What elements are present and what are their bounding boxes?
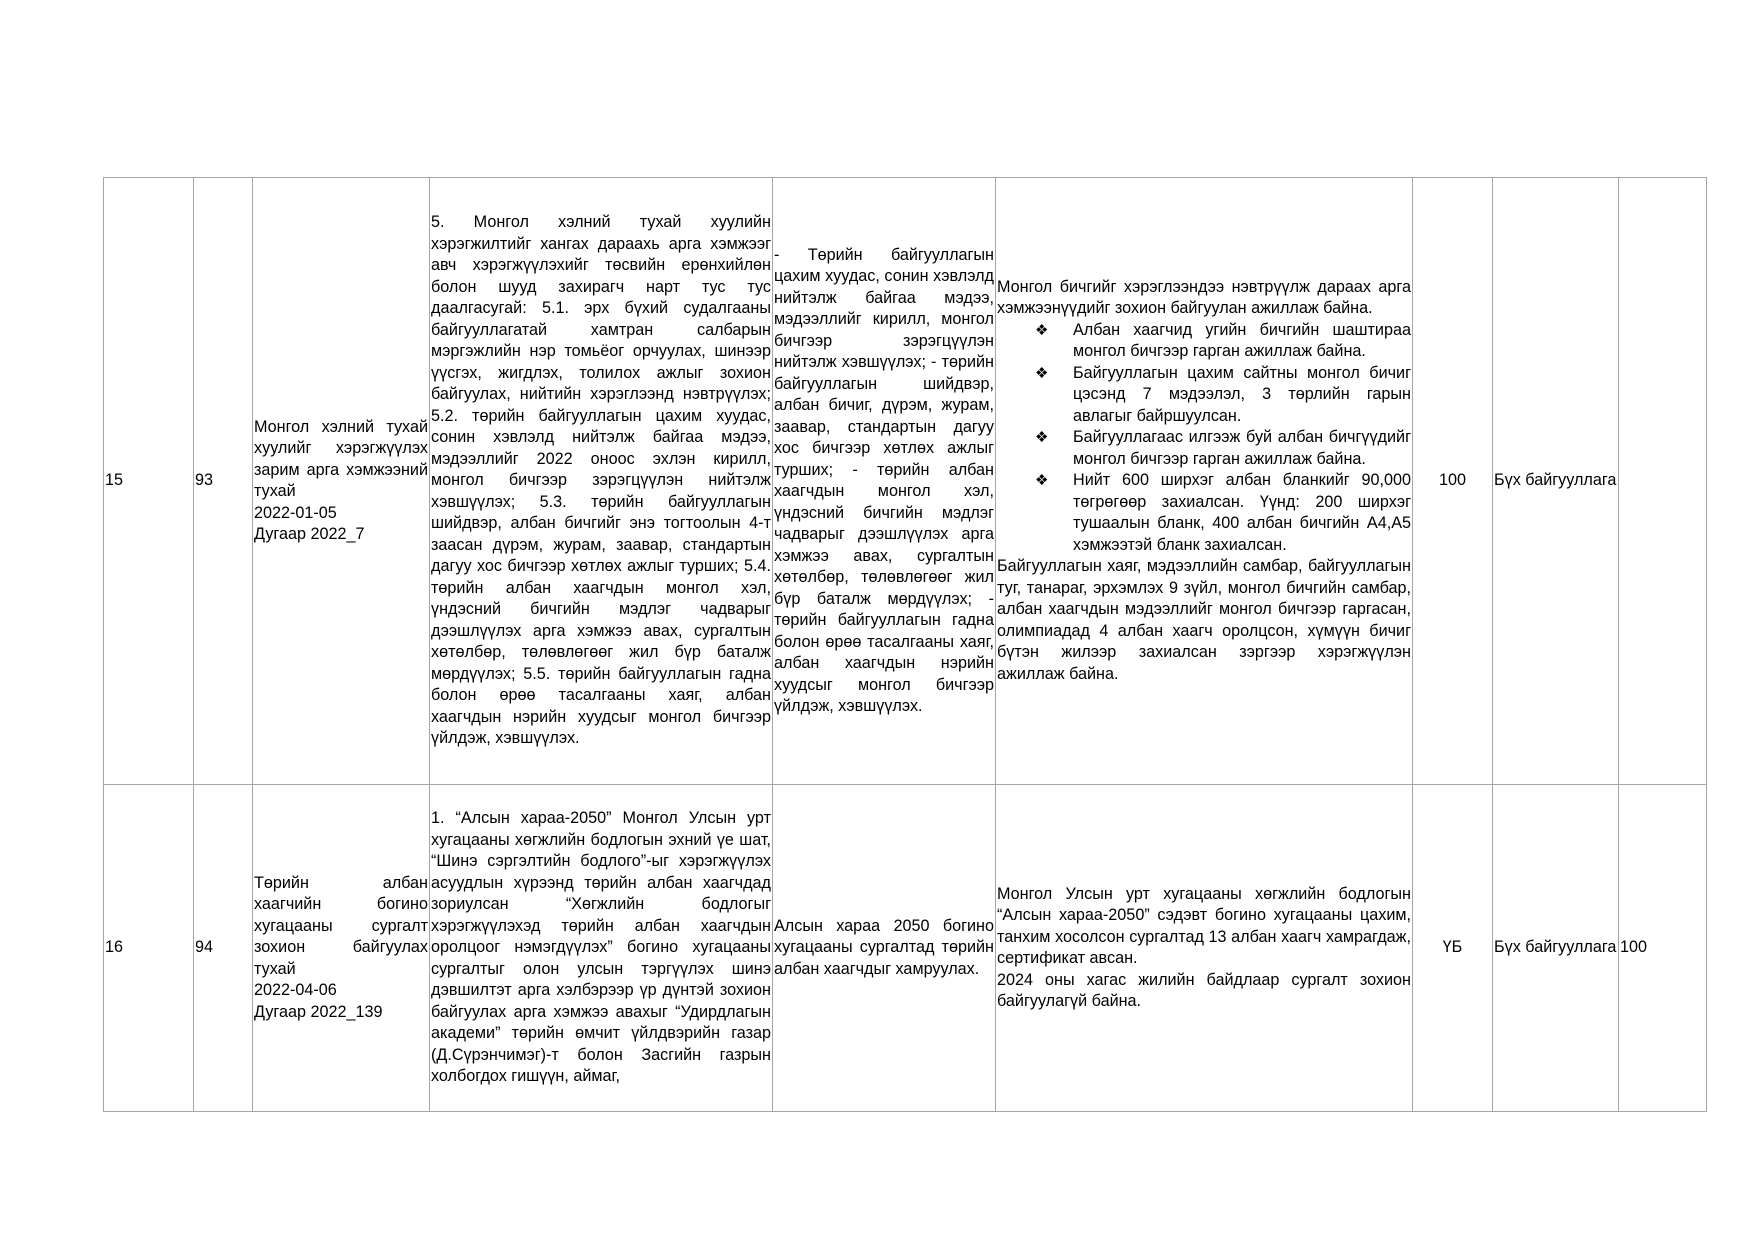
result-paragraph: Монгол Улсын урт хугацааны хөгжлийн бодлогын “Алсын хараа-2050” сэдэвт богино хугацааны цахим, танхим хосолсон сургалтад 13 албан хаагч хамрагдаж, сертификат авсан. (997, 884, 1411, 967)
bullet-text: Байгууллагын цахим сайтны монгол бичиг цэсэнд 7 мэдээлэл, 3 төрлийн гарын авлагыг байршуулсан. (1073, 363, 1411, 425)
percent-value: ҮБ (1413, 785, 1493, 1112)
list-item (997, 427, 1411, 470)
bullet-text: Нийт 600 ширхэг албан бланкийг 90,000 төгрөгөөр захиалсан. Үүнд: 200 ширхэг тушаалын бланк, 400 албан бичгийн А4,А5 хэмжээтэй бланк захиалсан. (1073, 471, 1411, 554)
row-number: 16 (104, 785, 194, 1112)
row-number: 15 (104, 178, 194, 785)
result-cell (996, 785, 1413, 1112)
diamond-bullet-icon: ❖ (1035, 429, 1049, 447)
responsible-org: Бүх байгууллага (1493, 785, 1619, 1112)
decree-date: 2022-04-06 (254, 981, 337, 1000)
percent-value: 100 (1413, 178, 1493, 785)
task-text: 1. “Алсын хараа-2050” Монгол Улсын урт хугацааны хөгжлийн бодлогын эхний үе шат, “Шинэ сэргэлтийн бодлого”-ыг хэрэгжүүлэх асуудлын хүрээнд төрийн албан хаагчдад зориулсан “Хөгжлийн бодлогыг хэрэгжүүлэхэд төрийн албан хаагчдын оролцоог нэмэгдүүлэх” богино хугацааны сургалтыг олон улсын тэргүүлэх шинэ дэвшилтэт арга хэлбэрээр үр дүнтэй зохион байгуулах арга хэмжээ авахыг “Удирдлагын академи” төрийн өмчит үйлдвэрийн газар (Д.Сүрэнчимэг)-т болон Засгийн газрын холбогдох гишүүн, аймаг, (430, 785, 773, 1112)
action-text: - Төрийн байгууллагын цахим хуудас, сонин хэвлэлд нийтэлж байгаа мэдээ, мэдээллийг кирилл, монгол бичгээр зэрэгцүүлэн нийтэлж хэвшүүлэх; - төрийн байгууллагын шийдвэр, албан бичиг, дүрэм, журам, заавар, стандартын дагуу хос бичгээр хөтлөх ажлыг турших; - төрийн албан хаагчдын монгол хэл, үндэсний бичгийн мэдлэг чадварыг дээшлүүлэх арга хэмжээ авах, сургалтын хөтөлбөр, төлөвлөгөөг жил бүр баталж мөрдүүлэх; - төрийн байгууллагын гадна болон өрөө тасалгааны хаяг, албан хаагчдын нэрийн хуудсыг монгол бичгээр үйлдэж, хэвшүүлэх. (773, 178, 996, 785)
result-paragraph: 2024 оны хагас жилийн байдлаар сургалт зохион байгуулагүй байна. (997, 970, 1411, 1010)
result-bullet-list (997, 320, 1411, 557)
task-text: 5. Монгол хэлний тухай хуулийн хэрэгжилтийг хангах дараахь арга хэмжээг авч хэрэгжүүлэхийг төсвийн ерөнхийлөн болон шууд захирагч нарт тус тус даалгасугай: 5.1. эрх бүхий судалгааны байгууллагатай хамтран салбарын мэргэжлийн нэр томьёог орчуулах, шинээр үүсгэх, жигдлэх, толилох ажлыг зохион байгуулах, нийтийн хэрэглээнд нэвтрүүлэх; 5.2. төрийн байгууллагын цахим хуудас, сонин хэвлэлд нийтэлж байгаа мэдээ, мэдээллийг 2022 оноос эхлэн кирилл, монгол бичгээр зэрэгцүүлэн нийтэлж хэвшүүлэх; 5.3. төрийн байгууллагын шийдвэр, албан бичгийг энэ тогтоолын 4-т заасан дүрэм, журам, заавар, стандартын дагуу хос бичгээр хөтлөх ажлыг турших; 5.4. төрийн албан хаагчдын монгол хэл, үндэсний бичгийн мэдлэг чадварыг дээшлүүлэх арга хэмжээ авах, сургалтын хөтөлбөр, төлөвлөгөөг жил бүр баталж мөрдүүлэх; 5.5. төрийн байгууллагын гадна болон өрөө тасалгааны хаяг, албан хаагчдын нэрийн хуудсыг монгол бичгээр үйлдэж, хэвшүүлэх. (430, 178, 773, 785)
decree-title-cell (253, 785, 430, 1112)
list-item (997, 363, 1411, 428)
diamond-bullet-icon: ❖ (1035, 321, 1049, 339)
bullet-text: Албан хаагчид угийн бичгийн шаштираа монгол бичгээр гарган ажиллаж байна. (1073, 320, 1411, 361)
list-item (997, 470, 1411, 556)
responsible-org: Бүх байгууллага (1493, 178, 1619, 785)
action-text: Алсын хараа 2050 богино хугацааны сургалтад төрийн албан хаагчдыг хамруулах. (773, 785, 996, 1112)
decree-date: 2022-01-05 (254, 503, 337, 522)
extra-value: 100 (1619, 785, 1707, 1112)
decree-title: Монгол хэлний тухай хуулийг хэрэгжүүлэх зарим арга хэмжээний тухай (254, 417, 428, 500)
report-table (103, 177, 1707, 1112)
table-row (104, 785, 1707, 1112)
extra-value (1619, 178, 1707, 785)
bullet-text: Байгууллагаас илгээж буй албан бичгүүдийг монгол бичгээр гарган ажиллаж байна. (1073, 428, 1411, 468)
list-item (997, 320, 1411, 363)
decree-number: Дугаар 2022_139 (254, 1002, 383, 1021)
row-id: 93 (194, 178, 253, 785)
result-outro: Байгууллагын хаяг, мэдээллийн самбар, байгууллагын туг, танараг, эрхэмлэх 9 зүйл, монгол бичгийн самбар, албан хаагчдын мэдээллийг монгол бичгээр гаргасан, олимпиадад 4 албан хаагч оролцсон, хүмүүн бичиг бүтэн жилээр захиалсан зэргээр хэрэгжүүлэн ажиллаж байна. (997, 557, 1411, 683)
decree-title-cell (253, 178, 430, 785)
row-id: 94 (194, 785, 253, 1112)
result-intro: Монгол бичгийг хэрэглээндээ нэвтрүүлж дараах арга хэмжээнүүдийг зохион байгуулан ажиллаж байна. (997, 277, 1411, 318)
diamond-bullet-icon: ❖ (1035, 364, 1049, 382)
result-cell (996, 178, 1413, 785)
decree-title: Төрийн албан хаагчийн богино хугацааны сургалт зохион байгуулах тухай (254, 873, 428, 978)
table-row (104, 178, 1707, 785)
diamond-bullet-icon: ❖ (1035, 472, 1049, 490)
decree-number: Дугаар 2022_7 (254, 525, 365, 543)
